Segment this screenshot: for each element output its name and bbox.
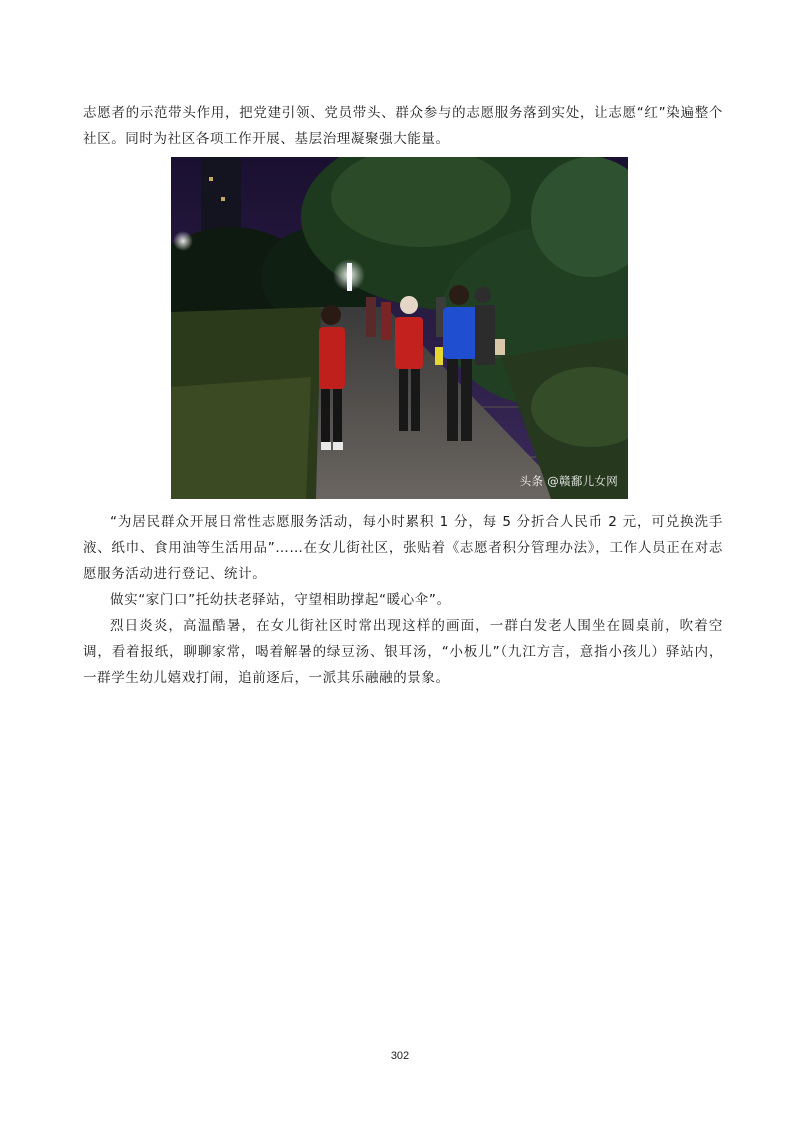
photo-illustration (171, 157, 628, 499)
paragraph-heading-station: 做实“家门口”托幼扶老驿站，守望相助撑起“暖心伞”。 (110, 592, 451, 608)
paragraph-summer-scene: 烈日炎炎，高温酷暑，在女儿街社区时常出现这样的画面，一群白发老人围坐在圆桌前，吹着空调，看着报纸，聊聊家常，喝着解暑的绿豆汤、银耳汤，“小板儿”（九江方言，意指小孩儿）驿站内，一群学生幼儿嬉戏打闹，追前逐后，一派其乐融融的景象。 (83, 618, 723, 686)
paragraph-points-rules: “为居民群众开展日常性志愿服务活动，每小时累积 1 分，每 5 分折合人民币 2 元，可兑换洗手液、纸巾、食用油等生活用品”……在女儿街社区，张贴着《志愿者积分管理办法》，工作人员正在对志愿服务活动进行登记、统计。 (83, 514, 723, 582)
photo-watermark: 头条 @赣鄱儿女网 (519, 474, 618, 488)
night-volunteer-photo (171, 157, 628, 499)
page-number: 302 (390, 1050, 410, 1062)
paragraph-intro: 志愿者的示范带头作用，把党建引领、党员带头、群众参与的志愿服务落到实处，让志愿“红”染遍整个社区。同时为社区各项工作开展、基层治理凝聚强大能量。 (83, 105, 723, 147)
